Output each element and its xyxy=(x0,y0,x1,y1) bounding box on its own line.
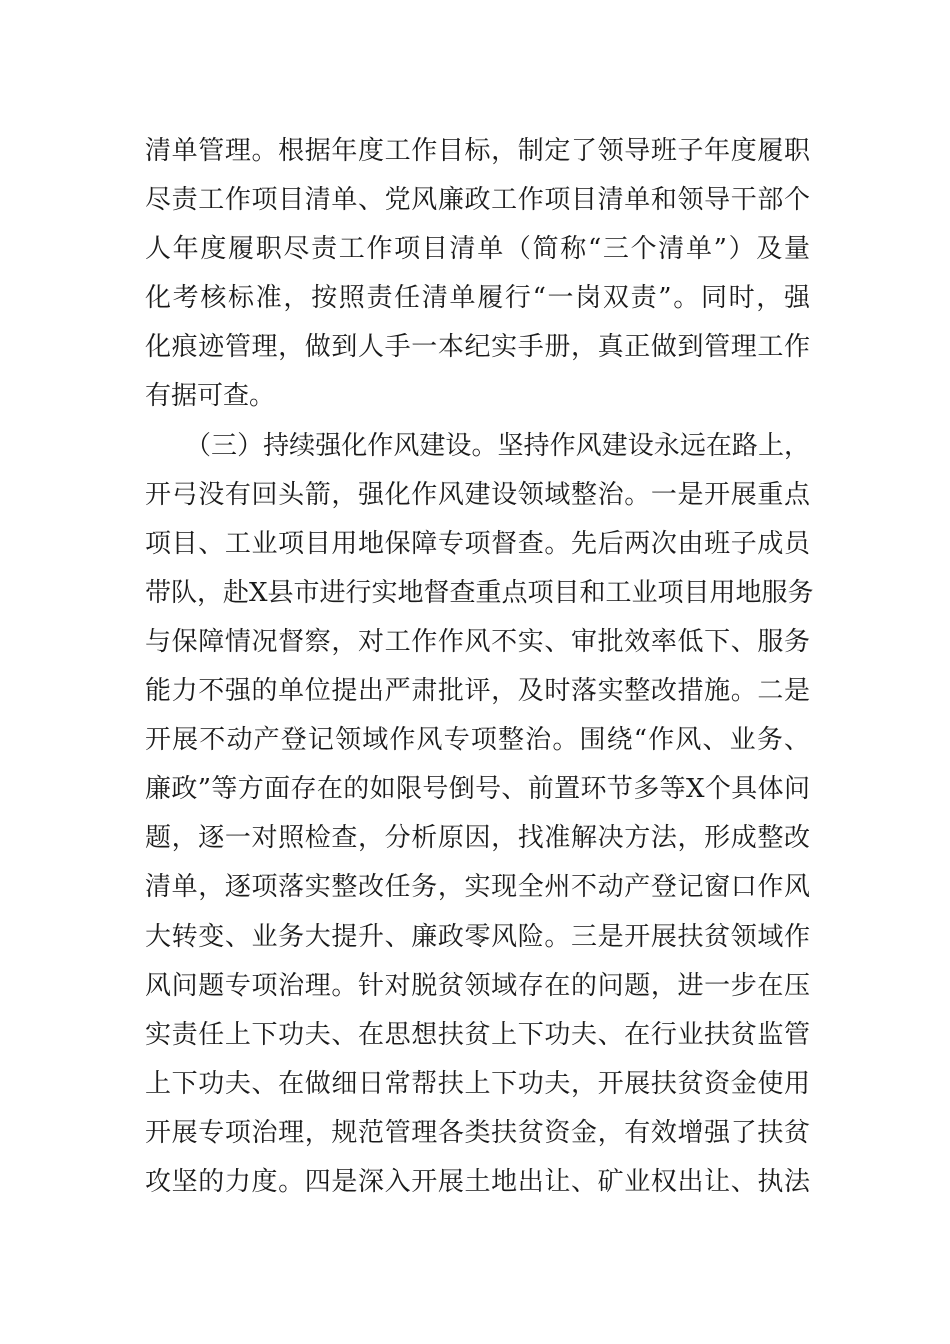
text-line: 风问题专项治理。针对脱贫领域存在的问题，进一步在压 xyxy=(145,970,810,1001)
text-line: 廉政”等方面存在的如限号倒号、前置环节多等X个具体问 xyxy=(145,774,810,805)
text-line: 清单管理。根据年度工作目标，制定了领导班子年度履职 xyxy=(145,136,810,166)
text-line: 与保障情况督察，对工作作风不实、审批效率低下、服务 xyxy=(145,626,810,657)
text-line: 带队，赴X县市进行实地督查重点项目和工业项目用地服务 xyxy=(145,577,814,608)
text-line: 上下功夫、在做细日常帮扶上下功夫，开展扶贫资金使用 xyxy=(145,1068,810,1099)
text-line: 攻坚的力度。四是深入开展土地出让、矿业权出让、执法 xyxy=(145,1166,810,1197)
text-line: 题，逐一对照检查，分析原因，找准解决方法，形成整改 xyxy=(145,823,810,854)
text-line: 人年度履职尽责工作项目清单（简称“三个清单”）及量 xyxy=(145,234,810,265)
text-line: 开弓没有回头箭，强化作风建设领域整治。一是开展重点 xyxy=(145,479,810,510)
text-line: 化痕迹管理，做到人手一本纪实手册，真正做到管理工作 xyxy=(145,332,810,363)
paragraph-heading-line: （三）持续强化作风建设。坚持作风建设永远在路上， xyxy=(185,430,810,461)
body-text xyxy=(145,127,814,1207)
text-line: 项目、工业项目用地保障专项督查。先后两次由班子成员 xyxy=(145,528,810,559)
text-line: 开展专项治理，规范管理各类扶贫资金，有效增强了扶贫 xyxy=(145,1117,810,1148)
text-line: 能力不强的单位提出严肃批评，及时落实整改措施。二是 xyxy=(145,676,810,707)
text-line: 实责任上下功夫、在思想扶贫上下功夫、在行业扶贫监管 xyxy=(145,1019,810,1050)
text-line: 大转变、业务大提升、廉政零风险。三是开展扶贫领域作 xyxy=(145,921,810,952)
text-line: 开展不动产登记领域作风专项整治。围绕“作风、业务、 xyxy=(145,725,810,756)
text-line: 清单，逐项落实整改任务，实现全州不动产登记窗口作风 xyxy=(145,872,810,903)
text-line: 有据可查。 xyxy=(145,381,276,412)
text-line: 尽责工作项目清单、党风廉政工作项目清单和领导干部个 xyxy=(145,185,810,216)
text-line: 化考核标准，按照责任清单履行“一岗双责”。同时，强 xyxy=(145,283,810,314)
